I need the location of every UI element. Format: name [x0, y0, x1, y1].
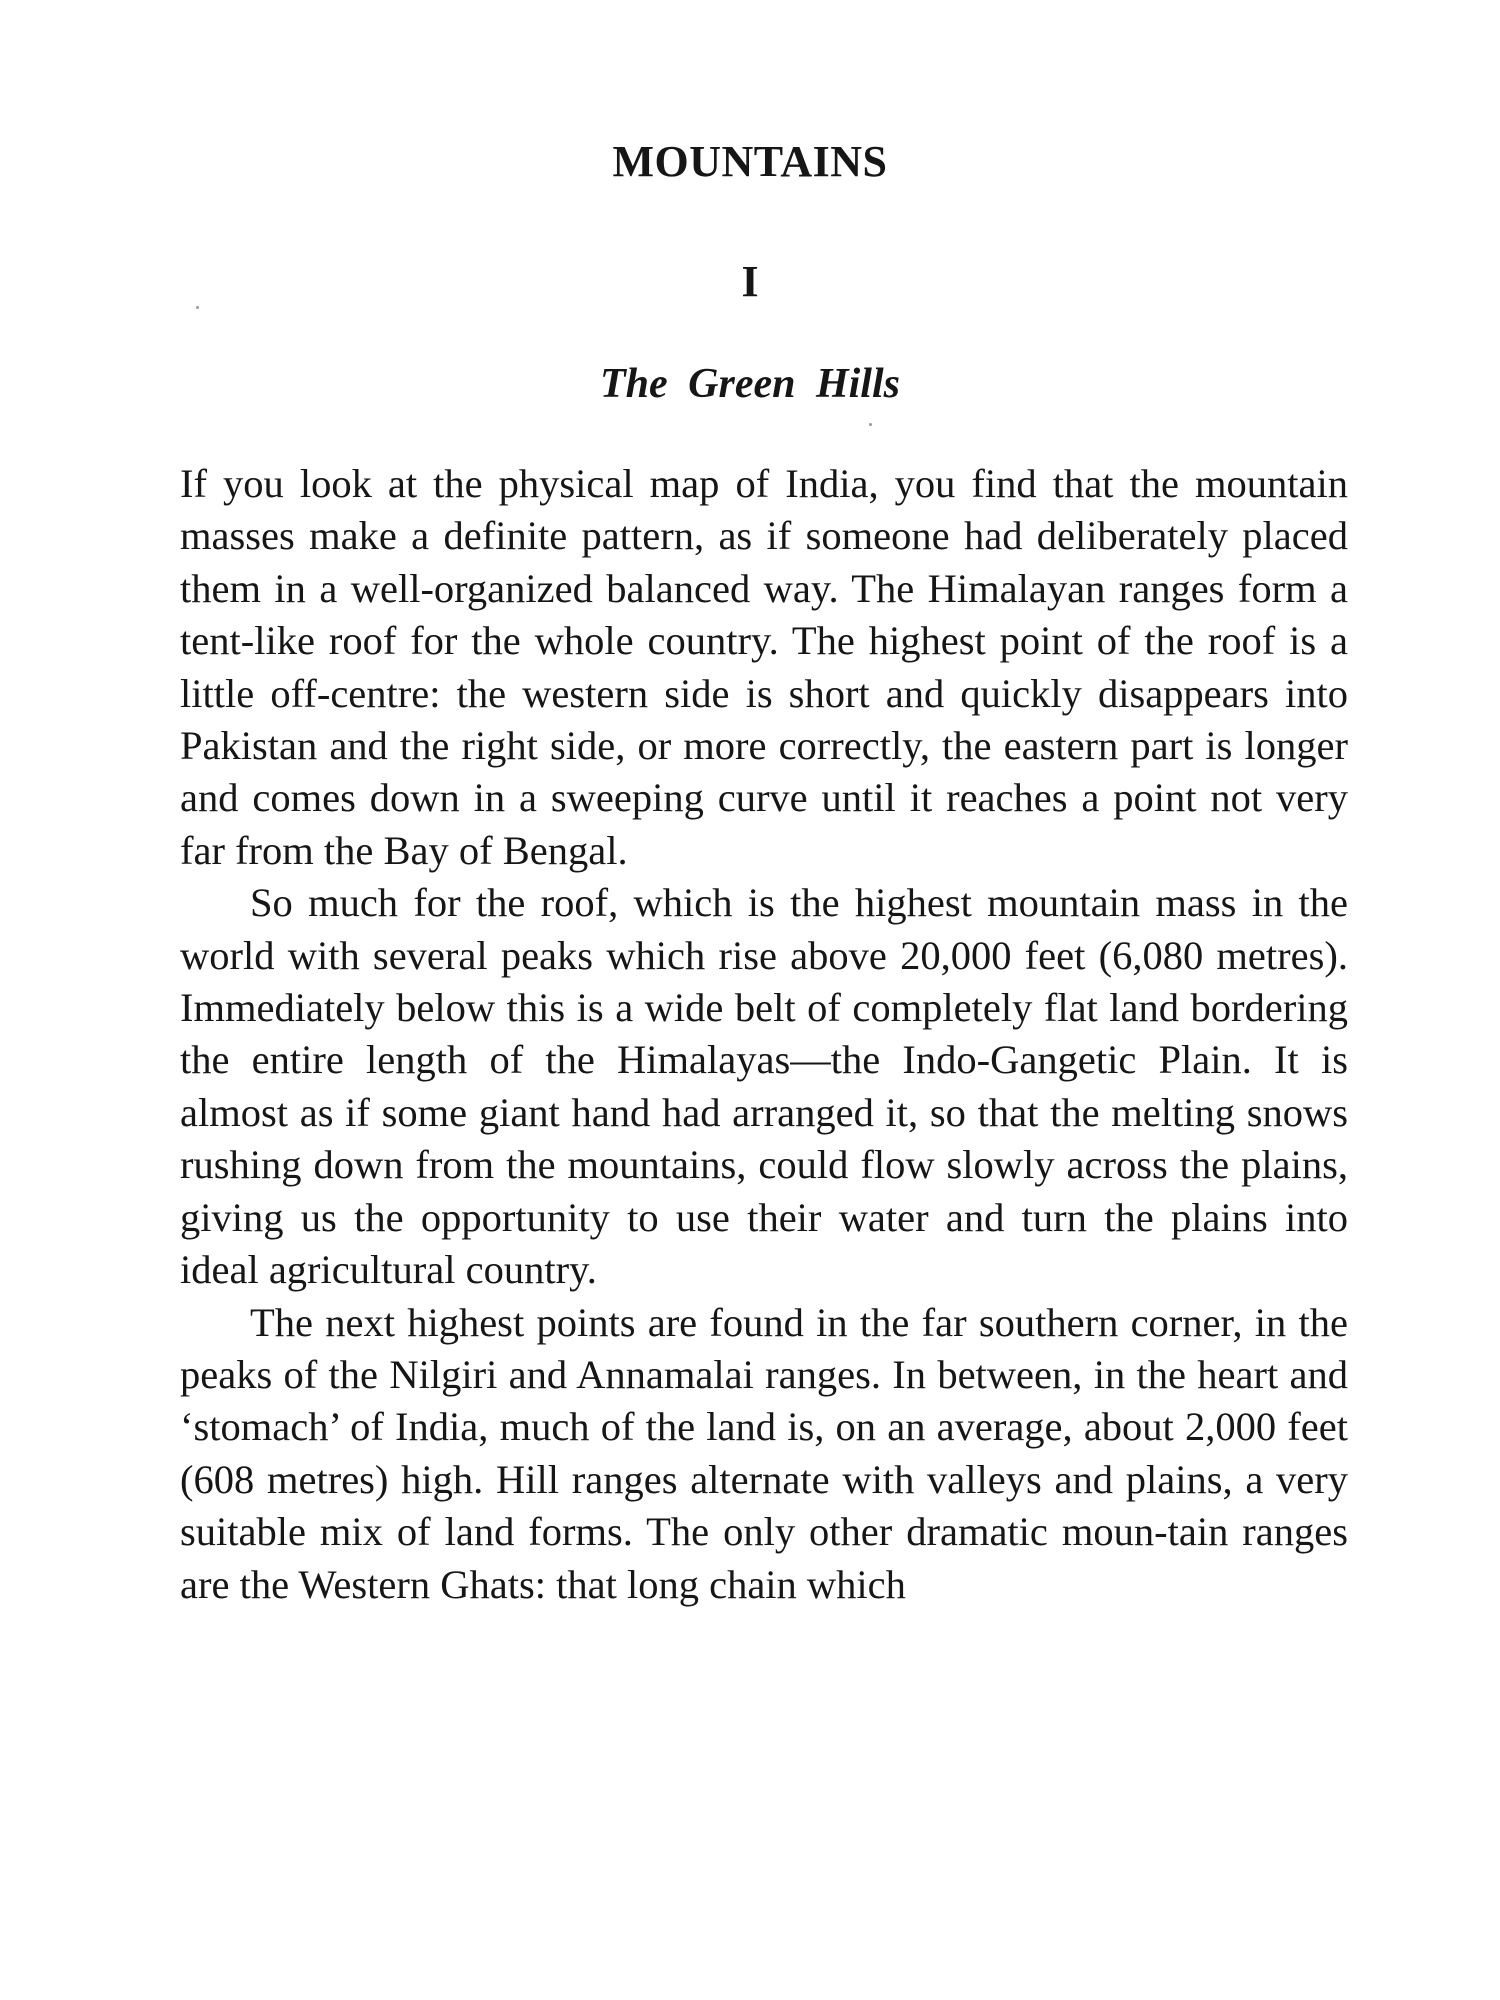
scan-speck: [869, 423, 872, 426]
chapter-title: MOUNTAINS: [612, 137, 888, 186]
scan-speck: [196, 306, 199, 309]
section-title: The Green Hills: [600, 361, 900, 407]
paragraph-3: The next highest points are found in the far southern corner, in the peaks of the Nilgiri and Annamalai ranges. In between, in the heart and ‘stomach’ of India, much of the land is, on an average, about 2,000 feet (608 metres) high. Hill ranges alternate with valleys and plains, a very suitable mix of land forms. The only other dramatic moun-tain ranges are the Western Ghats: that long chain which: [180, 1299, 1348, 1607]
body-text: [180, 458, 1348, 1611]
paragraph-2: So much for the roof, which is the highest mountain mass in the world with several peaks which rise above 20,000 feet (6,080 metres). Immediately below this is a wide belt of completely flat land bordering the entire length of the Himalayas—the Indo-Gangetic Plain. It is almost as if some giant hand had arranged it, so that the melting snows rushing down from the mountains, could flow slowly across the plains, giving us the opportunity to use their water and turn the plains into ideal agricultural country.: [180, 880, 1348, 1293]
section-number: I: [741, 257, 759, 306]
paragraph-1: If you look at the physical map of India, you find that the mountain masses make a definite pattern, as if someone had deliberately placed them in a well-organized balanced way. The Himalayan ranges form a tent-like roof for the whole country. The highest point of the roof is a little off-centre: the western side is short and quickly disappears into Pakistan and the right side, or more correctly, the eastern part is longer and comes down in a sweeping curve until it reaches a point not very far from the Bay of Bengal.: [180, 461, 1348, 873]
